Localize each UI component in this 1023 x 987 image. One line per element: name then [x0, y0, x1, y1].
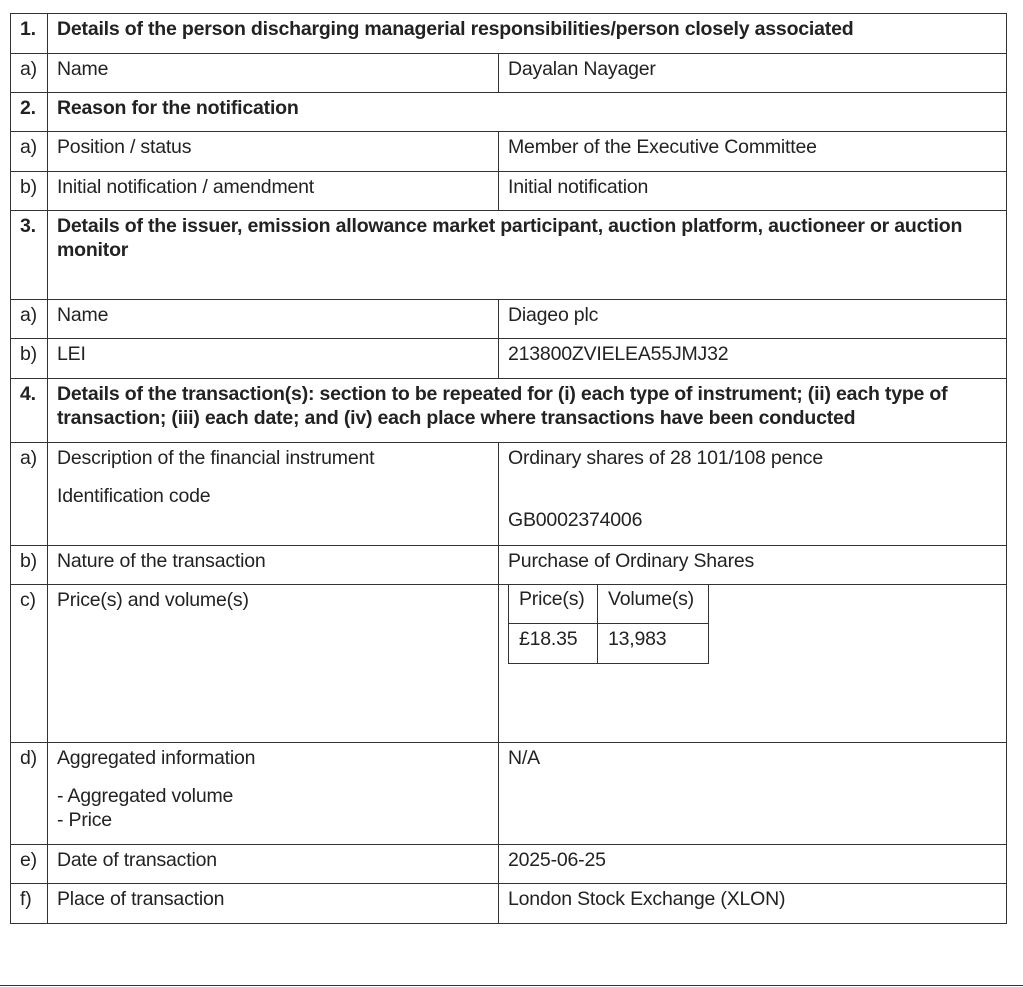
- row-value: Dayalan Nayager: [499, 54, 1007, 93]
- row-label-cell: [48, 743, 499, 845]
- row-position-status: [11, 132, 1007, 172]
- row-value: N/A: [499, 743, 1007, 845]
- row-issuer-name: [11, 300, 1007, 339]
- row-lei: [11, 339, 1007, 379]
- section-header-2: [11, 93, 1007, 132]
- aggregated-volume-label: - Aggregated volume: [57, 785, 234, 807]
- row-letter: b): [11, 546, 48, 585]
- row-value: 213800ZVIELEA55JMJ32: [499, 339, 1007, 379]
- price-volume-cell: [499, 585, 1007, 743]
- section-header-3: [11, 211, 1007, 300]
- row-letter: b): [11, 339, 48, 379]
- price-header: Price(s): [509, 585, 598, 624]
- row-letter: d): [11, 743, 48, 845]
- row-value: Ordinary shares of 28 101/108 pence: [508, 447, 823, 469]
- row-label-secondary: Identification code: [57, 485, 211, 507]
- row-letter: a): [11, 300, 48, 339]
- row-label: Position / status: [48, 132, 499, 172]
- row-label: Name: [48, 300, 499, 339]
- section-number: 2.: [11, 93, 48, 132]
- row-label: LEI: [48, 339, 499, 379]
- price-value: £18.35: [509, 624, 598, 664]
- row-value-cell: [499, 443, 1007, 546]
- row-aggregated-information: [11, 743, 1007, 845]
- row-label: Initial notification / amendment: [48, 172, 499, 211]
- volume-header: Volume(s): [598, 585, 709, 624]
- price-volume-row: [509, 624, 709, 664]
- price-volume-table: [508, 585, 709, 665]
- aggregated-price-label: - Price: [57, 809, 112, 831]
- section-heading: Reason for the notification: [48, 93, 1007, 132]
- row-label: Nature of the transaction: [48, 546, 499, 585]
- identification-code: GB0002374006: [508, 509, 643, 531]
- row-label: Price(s) and volume(s): [48, 585, 499, 743]
- row-value: Member of the Executive Committee: [499, 132, 1007, 172]
- row-label: Date of transaction: [48, 845, 499, 884]
- row-letter: c): [11, 585, 48, 743]
- section-heading: Details of the transaction(s): section to be repeated for (i) each type of instrument; (ii) each type of transaction; (iii) each date; and (iv) each place where transactions have been conducted: [48, 379, 1007, 443]
- section-header-1: [11, 14, 1007, 54]
- row-letter: b): [11, 172, 48, 211]
- row-date-of-transaction: [11, 845, 1007, 884]
- page-bottom-rule: [0, 985, 1023, 986]
- pdmr-notification-table: [10, 13, 1007, 924]
- row-value: Diageo plc: [499, 300, 1007, 339]
- row-letter: e): [11, 845, 48, 884]
- row-value: Initial notification: [499, 172, 1007, 211]
- section-heading: Details of the person discharging managerial responsibilities/person closely associated: [48, 14, 1007, 54]
- section-header-4: [11, 379, 1007, 443]
- row-label: Aggregated information: [57, 747, 256, 769]
- row-label-cell: [48, 443, 499, 546]
- row-nature-of-transaction: [11, 546, 1007, 585]
- row-label: Name: [48, 54, 499, 93]
- row-letter: a): [11, 54, 48, 93]
- row-place-of-transaction: [11, 884, 1007, 924]
- row-letter: a): [11, 132, 48, 172]
- row-value: Purchase of Ordinary Shares: [499, 546, 1007, 585]
- section-number: 1.: [11, 14, 48, 54]
- row-name: [11, 54, 1007, 93]
- row-label: Description of the financial instrument: [57, 447, 375, 469]
- row-price-volume: [11, 585, 1007, 743]
- price-volume-header-row: [509, 585, 709, 624]
- row-value: London Stock Exchange (XLON): [499, 884, 1007, 924]
- row-letter: a): [11, 443, 48, 546]
- row-label: Place of transaction: [48, 884, 499, 924]
- section-number: 3.: [11, 211, 48, 300]
- section-number: 4.: [11, 379, 48, 443]
- volume-value: 13,983: [598, 624, 709, 664]
- section-heading: Details of the issuer, emission allowance market participant, auction platform, auctioneer or auction monitor: [48, 211, 1007, 300]
- row-letter: f): [11, 884, 48, 924]
- row-initial-notification: [11, 172, 1007, 211]
- row-instrument-description: [11, 443, 1007, 546]
- row-value: 2025-06-25: [499, 845, 1007, 884]
